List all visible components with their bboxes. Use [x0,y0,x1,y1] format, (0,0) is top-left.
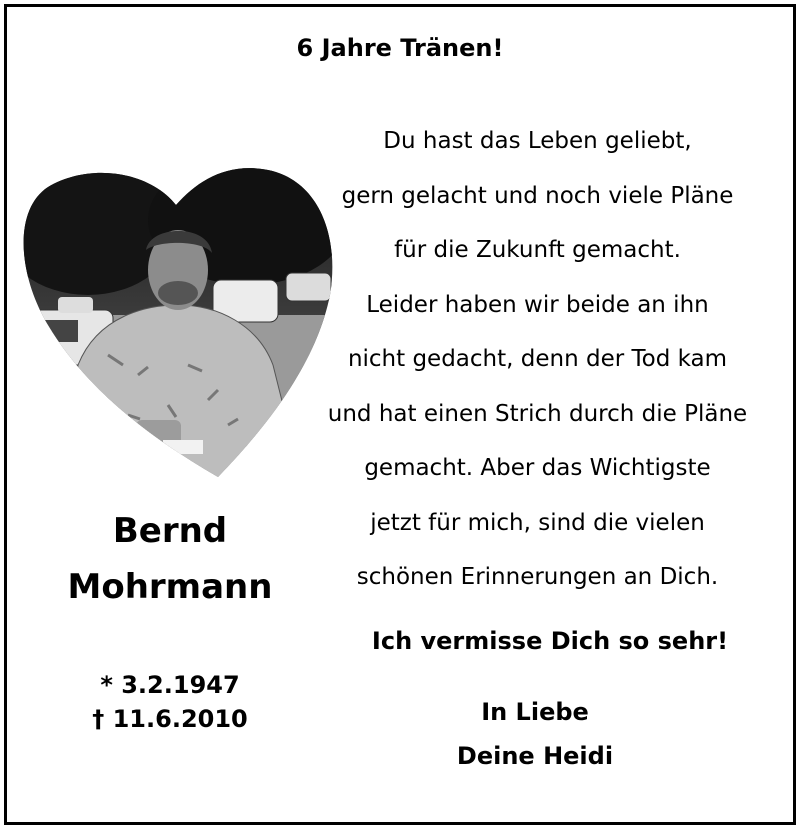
poem-line: gemacht. Aber das Wichtigste [364,455,711,481]
poem-line: und hat einen Strich durch die Pläne [327,400,748,427]
life-dates [60,668,280,736]
portrait-photo-heart [18,165,334,485]
poem-line: nicht gedacht, denn der Tod kam [347,346,728,372]
poem [300,114,775,605]
headline: 6 Jahre Tränen! [296,34,504,62]
birth-date: * 3.2.1947 [100,671,240,699]
poem-line: schönen Erinnerungen an Dich. [356,564,719,590]
deceased-name [40,503,300,615]
signature-block [400,690,670,778]
death-date: † 11.6.2010 [92,705,248,733]
love-line: In Liebe [481,698,589,726]
poem-line: gern gelacht und noch viele Pläne [341,182,734,209]
poem-line: Du hast das Leben geliebt, [383,128,692,154]
poem-line: jetzt für mich, sind die vielen [370,509,705,536]
poem-line: für die Zukunft gemacht. [394,237,681,263]
miss-you-line: Ich vermisse Dich so sehr! [371,627,729,655]
signature: Deine Heidi [456,742,614,770]
poem-line: Leider haben wir beide an ihn [366,291,709,318]
last-name: Mohrmann [67,567,273,607]
first-name: Bernd [112,511,228,551]
